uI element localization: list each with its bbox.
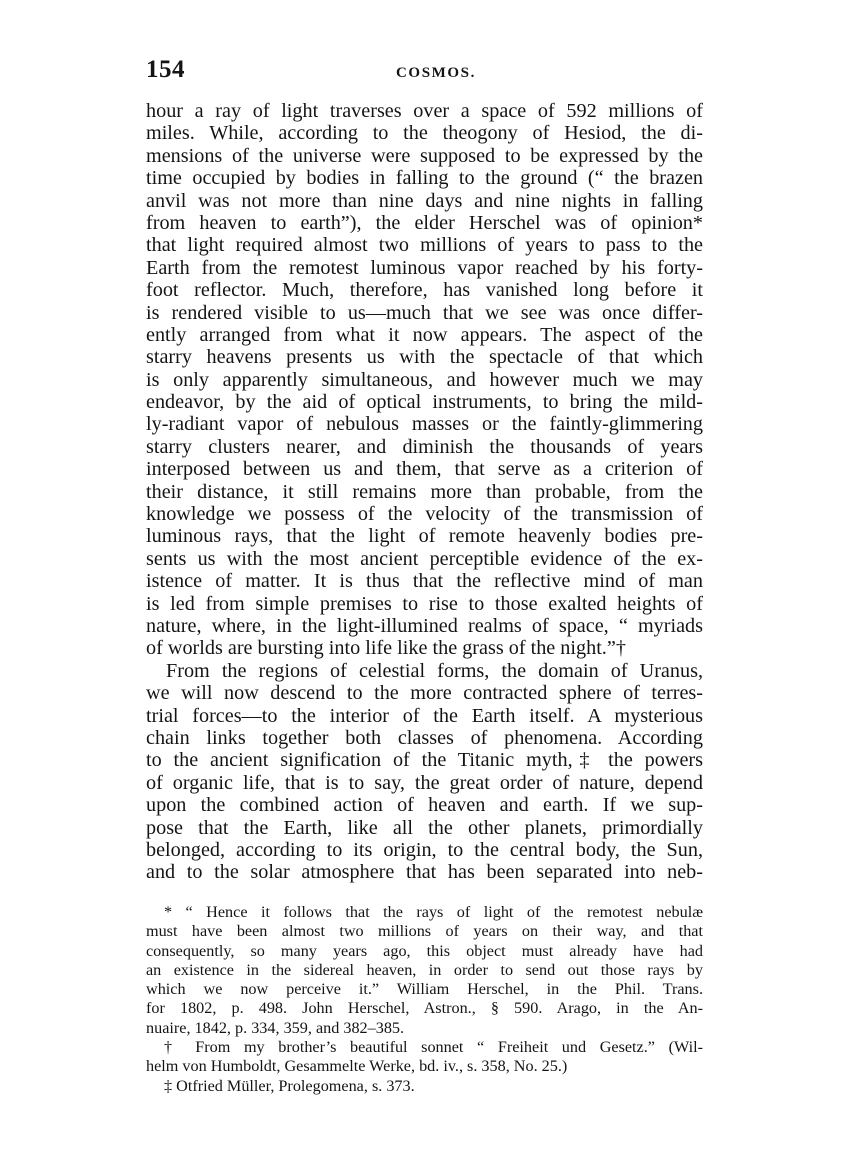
footnote-line: an existence in the sidereal heaven, in order to send out those rays by [146,960,703,979]
text-line: interposed between us and them, that serve as a criterion of [146,458,703,481]
page-header [146,56,706,92]
text-line: miles. While, according to the theogony of Hesiod, the di- [146,122,703,145]
main-text [146,100,703,884]
page-number: 154 [146,56,185,83]
text-line: nature, where, in the light-illumined realms of space, “ myriads [146,614,703,637]
text-line: upon the combined action of heaven and earth. If we sup- [146,794,703,817]
text-line: time occupied by bodies in falling to the ground (“ the brazen [146,167,703,190]
text-line: of organic life, that is to say, the great order of nature, depend [146,771,703,794]
text-line: hour a ray of light traverses over a space of 592 millions of [146,100,703,122]
text-line: Earth from the remotest luminous vapor reached by his forty- [146,256,703,279]
running-title: COSMOS. [396,65,476,81]
text-line: that light required almost two millions of years to pass to the [146,234,703,257]
text-line: to the ancient signification of the Titanic myth,‡ the powers [146,749,703,772]
text-line: istence of matter. It is thus that the reflective mind of man [146,570,703,593]
text-line: from heaven to earth”), the elder Herschel was of opinion* [146,211,703,234]
text-line: trial forces—to the interior of the Earth itself. A mysterious [146,704,703,727]
footnote-line: which we now perceive it.” William Herschel, in the Phil. Trans. [146,980,703,999]
text-line: sents us with the most ancient perceptible evidence of the ex- [146,547,703,570]
footnotes [146,903,703,1096]
text-line: we will now descend to the more contracted sphere of terres- [146,682,703,705]
paragraph-start-line: From the regions of celestial forms, the domain of Uranus, [166,659,703,682]
footnote-line: must have been almost two millions of years on their way, and that [146,922,703,941]
text-line: and to the solar atmosphere that has been separated into neb- [146,861,703,884]
text-line: mensions of the universe were supposed to be expressed by the [146,144,703,167]
text-line: endeavor, by the aid of optical instruments, to bring the mild- [146,391,703,414]
text-line: chain links together both classes of phenomena. According [146,726,703,749]
footnote-line: consequently, so many years ago, this object must already have had [146,941,703,960]
text-line: of worlds are bursting into life like the grass of the night.”† [146,637,626,660]
text-line: is rendered visible to us—much that we see was once differ- [146,301,703,324]
text-line: foot reflector. Much, therefore, has vanished long before it [146,279,703,302]
text-line: belonged, according to its origin, to the central body, the Sun, [146,838,703,861]
text-line: starry clusters nearer, and diminish the thousands of years [146,435,703,458]
text-line: ently arranged from what it now appears. The aspect of the [146,323,703,346]
text-line: is led from simple premises to rise to those exalted heights of [146,592,703,615]
footnote-line: * “ Hence it follows that the rays of light of the remotest nebulæ [164,903,703,921]
footnote-line: ‡ Otfried Müller, Prolegomena, s. 373. [164,1076,415,1095]
text-line: ly-radiant vapor of nebulous masses or the faintly-glimmering [146,413,703,436]
text-line: their distance, it still remains more than probable, from the [146,480,703,503]
text-line: luminous rays, that the light of remote heavenly bodies pre- [146,525,703,548]
footnote-line: helm von Humboldt, Gesammelte Werke, bd. iv., s. 358, No. 25.) [146,1057,568,1076]
footnote-line: nuaire, 1842, p. 334, 359, and 382–385. [146,1018,405,1037]
text-line: knowledge we possess of the velocity of the transmission of [146,503,703,526]
footnote-line: † From my brother’s beautiful sonnet “ Freiheit und Gesetz.” (Wil- [164,1038,703,1057]
text-line: pose that the Earth, like all the other planets, primordially [146,816,703,839]
text-line: anvil was not more than nine days and nine nights in falling [146,189,703,212]
text-line: is only apparently simultaneous, and however much we may [146,368,703,391]
footnote-line: for 1802, p. 498. John Herschel, Astron., § 590. Arago, in the An- [146,999,703,1018]
text-line: starry heavens presents us with the spectacle of that which [146,346,703,369]
